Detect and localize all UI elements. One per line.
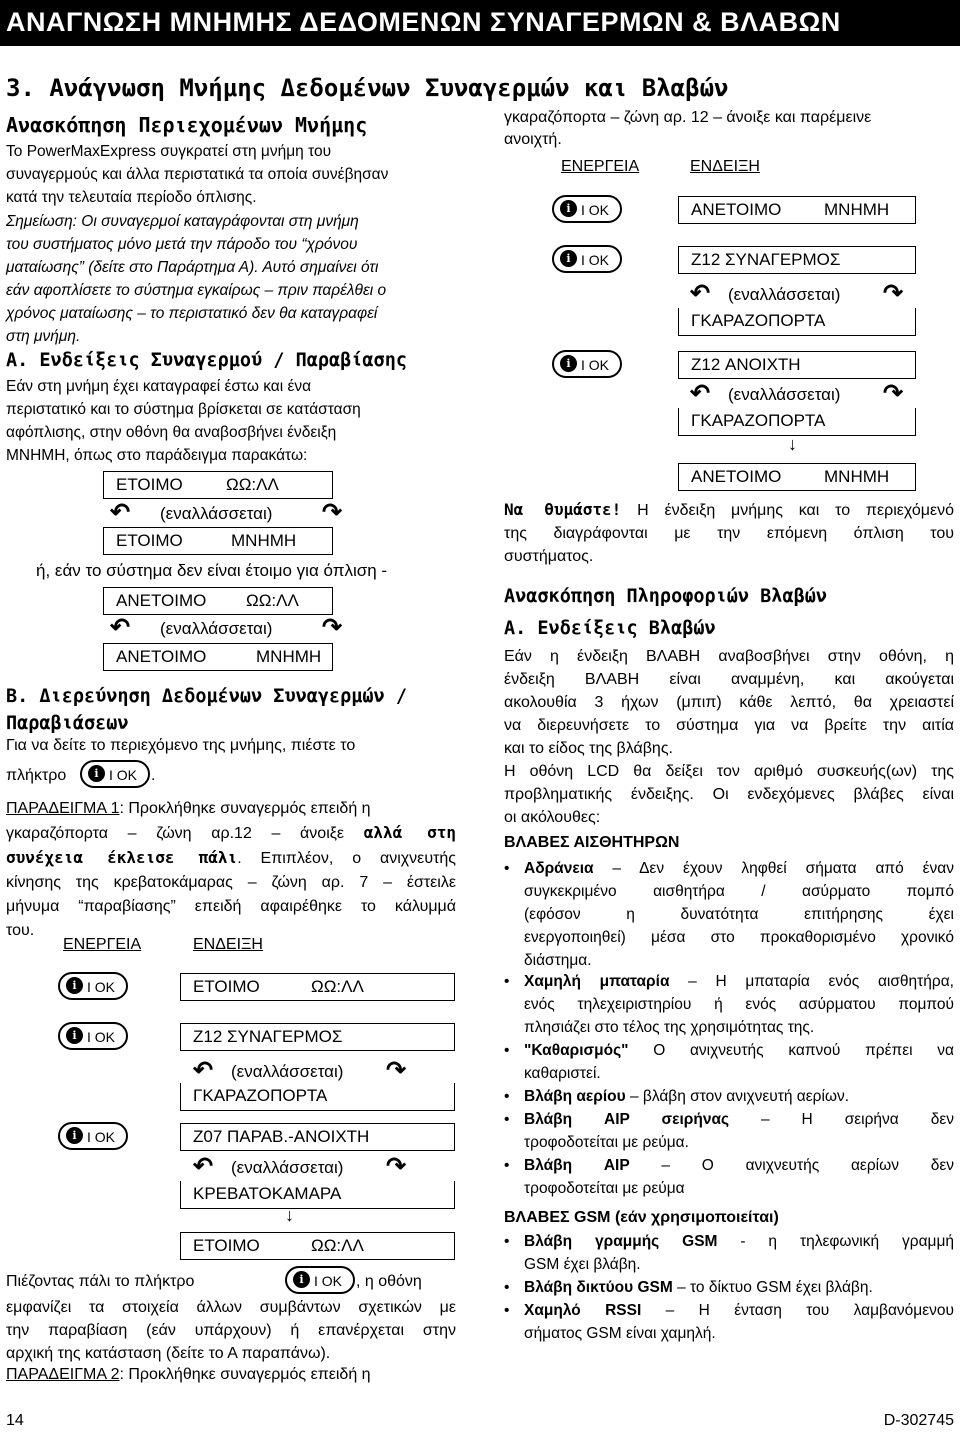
text-line: Χαμηλή μπαταρία – Η μπαταρία ενός αισθητήρα, <box>524 973 954 990</box>
press-again-text: Πιέζοντας πάλι το πλήκτρο <box>6 1273 195 1290</box>
intro-paragraph <box>6 140 456 209</box>
display-zone-name: ΚΡΕΒΑΤΟΚΑΜΑΡΑ <box>180 1181 455 1209</box>
info-ok-button[interactable] <box>552 195 622 223</box>
button-label: I OK <box>314 1273 343 1289</box>
display-zone-name: ΓΚΑΡΑΖΟΠΟΡΤΑ <box>678 408 916 436</box>
display-notready-memory <box>678 196 916 224</box>
text-line: Βλάβη αερίου – βλάβη στον ανιχνευτή αερίων. <box>524 1088 850 1105</box>
title-line: Β. Διερεύνηση Δεδομένων Συναγερμών / <box>6 686 407 707</box>
or-text: ή, εάν το σύστημα δεν είναι έτοιμο για όπλιση - <box>36 561 388 580</box>
bullet-icon: • <box>504 1233 510 1250</box>
button-label: I OK <box>87 1129 116 1145</box>
info-ok-button[interactable] <box>285 1266 355 1294</box>
note-paragraph <box>6 210 456 348</box>
rotate-left-icon: ↶ <box>690 280 711 307</box>
text-line: σήματος GSM είναι χαμηλή. <box>524 1325 716 1342</box>
info-ok-button[interactable] <box>552 245 622 273</box>
text-line: γκαραζόπορτα – ζώνη αρ. 12 – άνοιξε και παρέμεινε <box>504 109 872 126</box>
button-label: I OK <box>109 767 138 783</box>
text-line: περιστατικό και το σύστημα βρίσκεται σε κατάσταση <box>6 401 361 418</box>
rotate-left-icon: ↶ <box>110 614 131 641</box>
text-line: να διερευνήσετε το σύστημα για να βρείτε την αιτία <box>504 717 954 734</box>
text-line: της διαγράφονται με την επόμενη όπλιση του <box>504 525 954 542</box>
intro-line: Το PowerMaxExpress συγκρατεί στη μνήμη του <box>6 143 332 160</box>
bullet-icon: • <box>504 973 510 990</box>
alternates-label: (εναλλάσσεται) <box>231 1062 344 1081</box>
text-line: Βλάβη γραμμής GSM - η τηλεφωνική γραμμή <box>524 1233 955 1250</box>
text-line: Η οθόνη LCD θα δείξει τον αριθμό συσκευής(ων) της <box>504 763 954 780</box>
rotate-right-icon: ↷ <box>883 280 904 307</box>
display-text: ΕΤΟΙΜΟ <box>116 531 183 550</box>
section-a-title: Α. Ενδείξεις Συναγερμού / Παραβίασης <box>6 350 407 371</box>
sensor-troubles-title: ΒΛΑΒΕΣ ΑΙΣΘΗΤΗΡΩΝ <box>504 834 680 851</box>
bullet-icon: • <box>504 860 510 877</box>
alternates-row <box>690 380 910 407</box>
text-line: Βλάβη AIP σειρήνας – Η σειρήνα δεν <box>524 1111 954 1128</box>
info-ok-button[interactable] <box>80 760 150 788</box>
info-icon: i <box>560 250 577 267</box>
press-again-text: , η οθόνη <box>356 1273 422 1290</box>
info-ok-button[interactable] <box>552 350 622 378</box>
text-line: πλησιάζει στο τέλος της χρησιμότητας της. <box>524 1019 815 1036</box>
note-line: Σημείωση: Οι συναγερμοί καταγράφονται στη μνήμη <box>6 213 359 230</box>
rotate-left-icon: ↶ <box>110 499 131 526</box>
text-line: εμφανίζει τα στοιχεία άλλων συμβάντων σχετικών με <box>6 1299 456 1316</box>
text-line: Βλάβη AIP – Ο ανιχνευτής αερίων δεν <box>524 1157 954 1174</box>
text-line: ενός τηλεχειριστηρίου ή ενός ασύρματου πομπού <box>524 996 954 1013</box>
intro-line: κατά την τελευταία περίοδο όπλισης. <box>6 189 257 206</box>
text-line: προβληματικής ένδειξης. Οι ενδεχόμενες βλάβες είναι <box>504 786 954 803</box>
text-line: Εάν η ένδειξη ΒΛΑΒΗ αναβοσβήνει στην οθόνη, η <box>504 648 954 665</box>
rotate-right-icon: ↷ <box>386 1057 407 1084</box>
info-icon: i <box>66 1027 83 1044</box>
alternates-label: (εναλλάσσεται) <box>728 385 841 404</box>
display-text: ΕΤΟΙΜΟ <box>193 1236 260 1255</box>
display-zone-alarm: Z12 ΣΥΝΑΓΕΡΜΟΣ <box>678 246 916 274</box>
display-zone-alarm: Z12 ΣΥΝΑΓΕΡΜΟΣ <box>180 1023 455 1051</box>
info-ok-button[interactable] <box>58 1122 128 1150</box>
text-line: Χαμηλό RSSI – Η ένταση του λαμβανόμενου <box>524 1302 954 1319</box>
info-icon: i <box>88 765 105 782</box>
section-b-text: Για να δείτε το περιεχόμενο της μνήμης, πιέστε το <box>6 737 356 754</box>
text-line: αφόπλισης, στην οθόνη θα αναβοσβήνει ένδειξη <box>6 424 337 441</box>
display-zone-tamper: Z07 ΠΑΡΑΒ.-ΑΝΟΙΧΤΗ <box>180 1123 455 1151</box>
text: : Προκλήθηκε συναγερμός επειδή η <box>119 800 371 817</box>
text-line: ακολουθία 3 ήχων (μπιπ) κάθε λεπτό, θα χρειαστεί <box>504 694 954 711</box>
display-notready-memory <box>103 643 333 671</box>
example1-line: συνέχεια έκλεισε πάλι. Επιπλέον, ο ανιχνευτής <box>6 848 456 867</box>
text-line: διάστημα. <box>524 952 592 969</box>
remember-paragraph <box>504 498 954 568</box>
text-line: και το είδος της βλάβης. <box>504 740 673 757</box>
text-line: ΜΝΗΜΗ, όπως στο παράδειγμα παρακάτω: <box>6 447 308 464</box>
rotate-right-icon: ↷ <box>322 499 343 526</box>
text-line: ανοιχτή. <box>504 131 562 148</box>
display-text: ΩΩ:ΛΛ <box>311 977 364 996</box>
display-text: ΑΝΕΤΟΙΜΟ <box>116 647 207 666</box>
title-line: Παραβιάσεων <box>6 713 129 734</box>
display-ready-time <box>180 973 455 1001</box>
example1-line: κίνησης της κρεβατοκάμαρας – ζώνη αρ. 7 – έστειλε <box>6 874 456 891</box>
trouble-a-title: Α. Ενδείξεις Βλαβών <box>504 618 716 639</box>
section-b-text: πλήκτρο <box>6 767 67 784</box>
text-line: (εφόσον η δυνατότητα επιτήρησης έχει <box>524 906 954 923</box>
info-icon: i <box>66 1127 83 1144</box>
press-again-paragraph <box>6 1296 456 1365</box>
alternates-label: (εναλλάσσεται) <box>160 619 273 638</box>
bullet-icon: • <box>504 1111 510 1128</box>
rotate-left-icon: ↶ <box>193 1153 214 1180</box>
intro-line: συναγερμούς και άλλα περιστατικά τα οποία συνέβησαν <box>6 166 389 183</box>
arrow-down-icon: ↓ <box>788 434 797 454</box>
bullet-icon: • <box>504 1088 510 1105</box>
display-text: ΜΝΗΜΗ <box>231 531 297 550</box>
info-ok-button[interactable] <box>58 972 128 1000</box>
info-icon: i <box>560 355 577 372</box>
display-text: ΜΝΗΜΗ <box>824 200 890 219</box>
display-ready-time <box>103 471 333 499</box>
alternates-label: (εναλλάσσεται) <box>160 504 273 523</box>
display-notready-memory <box>678 463 916 491</box>
display-text: ΩΩ:ΛΛ <box>246 591 299 610</box>
text-line: συστήματος. <box>504 548 594 565</box>
alternates-row <box>110 499 350 526</box>
example1-line: γκαραζόπορτα – ζώνη αρ.12 – άνοιξε αλλά στη <box>6 823 456 842</box>
section-title: 3. Ανάγνωση Μνήμης Δεδομένων Συναγερμών και Βλαβών <box>6 74 729 102</box>
display-ready-memory <box>103 527 333 555</box>
rotate-left-icon: ↶ <box>193 1057 214 1084</box>
display-zone-name: ΓΚΑΡΑΖΟΠΟΡΤΑ <box>180 1083 455 1111</box>
text-line: ενεργοποιηθεί) μέσα στο προκαθορισμένο χρονικό <box>524 929 954 946</box>
display-text: ΩΩ:ΛΛ <box>311 1236 364 1255</box>
text-line: συγκεκριμένο αισθητήρα / ασύρματο πομπό <box>524 883 954 900</box>
overview-title: Ανασκόπηση Περιεχομένων Μνήμης <box>6 113 368 137</box>
rotate-right-icon: ↷ <box>322 614 343 641</box>
note-line: χρόνος ματαίωσης – το περιστατικό δεν θα καταγραφεί <box>6 305 378 322</box>
display-ready-time <box>180 1232 455 1260</box>
rotate-right-icon: ↷ <box>883 380 904 407</box>
display-text: ΩΩ:ΛΛ <box>226 475 279 494</box>
text-line: την παραβίαση (εάν υπάρχουν) ή επανέρχεται στην <box>6 1322 456 1339</box>
text-line: Να θυμάστε! Η ένδειξη μνήμης και το περιεχόμενό <box>504 500 955 519</box>
info-icon: i <box>293 1271 310 1288</box>
text-line: Εάν στη μνήμη έχει καταγραφεί έστω και ένα <box>6 378 312 395</box>
note-line: εάν αφοπλίσετε το σύστημα εγκαίρως – πριν παρέλθει ο <box>6 282 387 299</box>
text-line: ένδειξη ΒΛΑΒΗ είναι αναμμένη, και ακούγεται <box>504 671 954 688</box>
display-text: ΑΝΕΤΟΙΜΟ <box>116 591 207 610</box>
example1-line: μήνυμα “παραβίασης” επειδή αφαιρέθηκε το κάλυμμά <box>6 898 456 915</box>
button-label: I OK <box>87 979 116 995</box>
info-icon: i <box>66 977 83 994</box>
alternates-row <box>110 614 350 641</box>
display-zone-name: ΓΚΑΡΑΖΟΠΟΡΤΑ <box>678 308 916 336</box>
text-line: τροφοδοτείται με ρεύμα <box>524 1180 685 1197</box>
bullet-icon: • <box>504 1042 510 1059</box>
button-label: I OK <box>581 202 610 218</box>
display-text: ΑΝΕΤΟΙΜΟ <box>691 467 782 486</box>
text-line: αρχική της κατάσταση (δείτε το Α παραπάνω). <box>6 1345 331 1362</box>
arrow-down-icon: ↓ <box>285 1205 294 1225</box>
button-label: I OK <box>87 1029 116 1045</box>
rotate-left-icon: ↶ <box>690 380 711 407</box>
display-notready-time <box>103 587 333 615</box>
bullet-icon: • <box>504 1157 510 1174</box>
display-text: ΕΤΟΙΜΟ <box>116 475 183 494</box>
example1-paragraph <box>6 797 456 943</box>
col-display-header: ΕΝΔΕΙΞΗ <box>193 936 263 953</box>
display-text: ΜΝΗΜΗ <box>256 647 322 666</box>
col-display-header: ΕΝΔΕΙΞΗ <box>690 158 760 175</box>
note-line: ματαίωσης” (δείτε στο Παράρτημα Α). Αυτό σημαίνει ότι <box>6 259 379 276</box>
example1-line: του. <box>6 922 35 939</box>
example1-line <box>6 797 456 821</box>
display-text: ΕΤΟΙΜΟ <box>193 977 260 996</box>
text-line: οι ακόλουθες: <box>504 809 601 826</box>
bullet-icon: • <box>504 1279 510 1296</box>
punct: . <box>151 767 156 784</box>
note-line: στη μνήμη. <box>6 328 81 345</box>
text-line: "Καθαρισμός" Ο ανιχνευτής καπνού πρέπει να <box>524 1042 954 1059</box>
alternates-label: (εναλλάσσεται) <box>231 1158 344 1177</box>
display-text: ΜΝΗΜΗ <box>824 467 890 486</box>
text-line: GSM έχει βλάβη. <box>524 1256 641 1273</box>
page-header-title: ΑΝΑΓΝΩΣΗ ΜΝΗΜΗΣ ΔΕΔΟΜΕΝΩΝ ΣΥΝΑΓΕΡΜΩΝ & ΒΛΑΒΩΝ <box>6 7 841 37</box>
button-label: I OK <box>581 357 610 373</box>
text-line: καθαριστεί. <box>524 1065 601 1082</box>
trouble-title: Ανασκόπηση Πληροφοριών Βλαβών <box>504 586 828 607</box>
text-line: Βλάβη δικτύου GSM – το δίκτυο GSM έχει βλάβη. <box>524 1279 873 1296</box>
document-code: D-302745 <box>883 1412 954 1429</box>
rotate-right-icon: ↷ <box>386 1153 407 1180</box>
display-zone-open: Z12 ΑΝΟΙΧΤΗ <box>678 351 916 379</box>
example2-cont <box>504 107 954 151</box>
text-line: Αδράνεια – Δεν έχουν ληφθεί σήματα από έναν <box>524 860 954 877</box>
gsm-troubles-title: ΒΛΑΒΕΣ GSM (εάν χρησιμοποιείται) <box>504 1209 779 1226</box>
example-label: ΠΑΡΑΔΕΙΓΜΑ 1 <box>6 800 120 817</box>
section-a-text <box>6 375 456 467</box>
header-bar <box>0 0 960 46</box>
info-ok-button[interactable] <box>58 1022 128 1050</box>
info-icon: i <box>560 200 577 217</box>
example2-line: ΠΑΡΑΔΕΙΓΜΑ 2: Προκλήθηκε συναγερμός επειδή η <box>6 1366 371 1383</box>
button-label: I OK <box>581 252 610 268</box>
alternates-row <box>690 280 910 307</box>
alternates-row <box>193 1153 413 1180</box>
text-line: τροφοδοτείται με ρεύμα. <box>524 1134 689 1151</box>
alternates-row <box>193 1057 413 1084</box>
display-text: ΑΝΕΤΟΙΜΟ <box>691 200 782 219</box>
trouble-paragraph <box>504 645 954 829</box>
bullet-icon: • <box>504 1302 510 1319</box>
section-b-title <box>6 683 407 737</box>
page-number: 14 <box>6 1412 24 1429</box>
col-action-header: ΕΝΕΡΓΕΙΑ <box>561 158 640 175</box>
note-line: του συστήματος μόνο μετά την πάροδο του “χρόνου <box>6 236 358 253</box>
col-action-header: ΕΝΕΡΓΕΙΑ <box>63 936 142 953</box>
alternates-label: (εναλλάσσεται) <box>728 285 841 304</box>
